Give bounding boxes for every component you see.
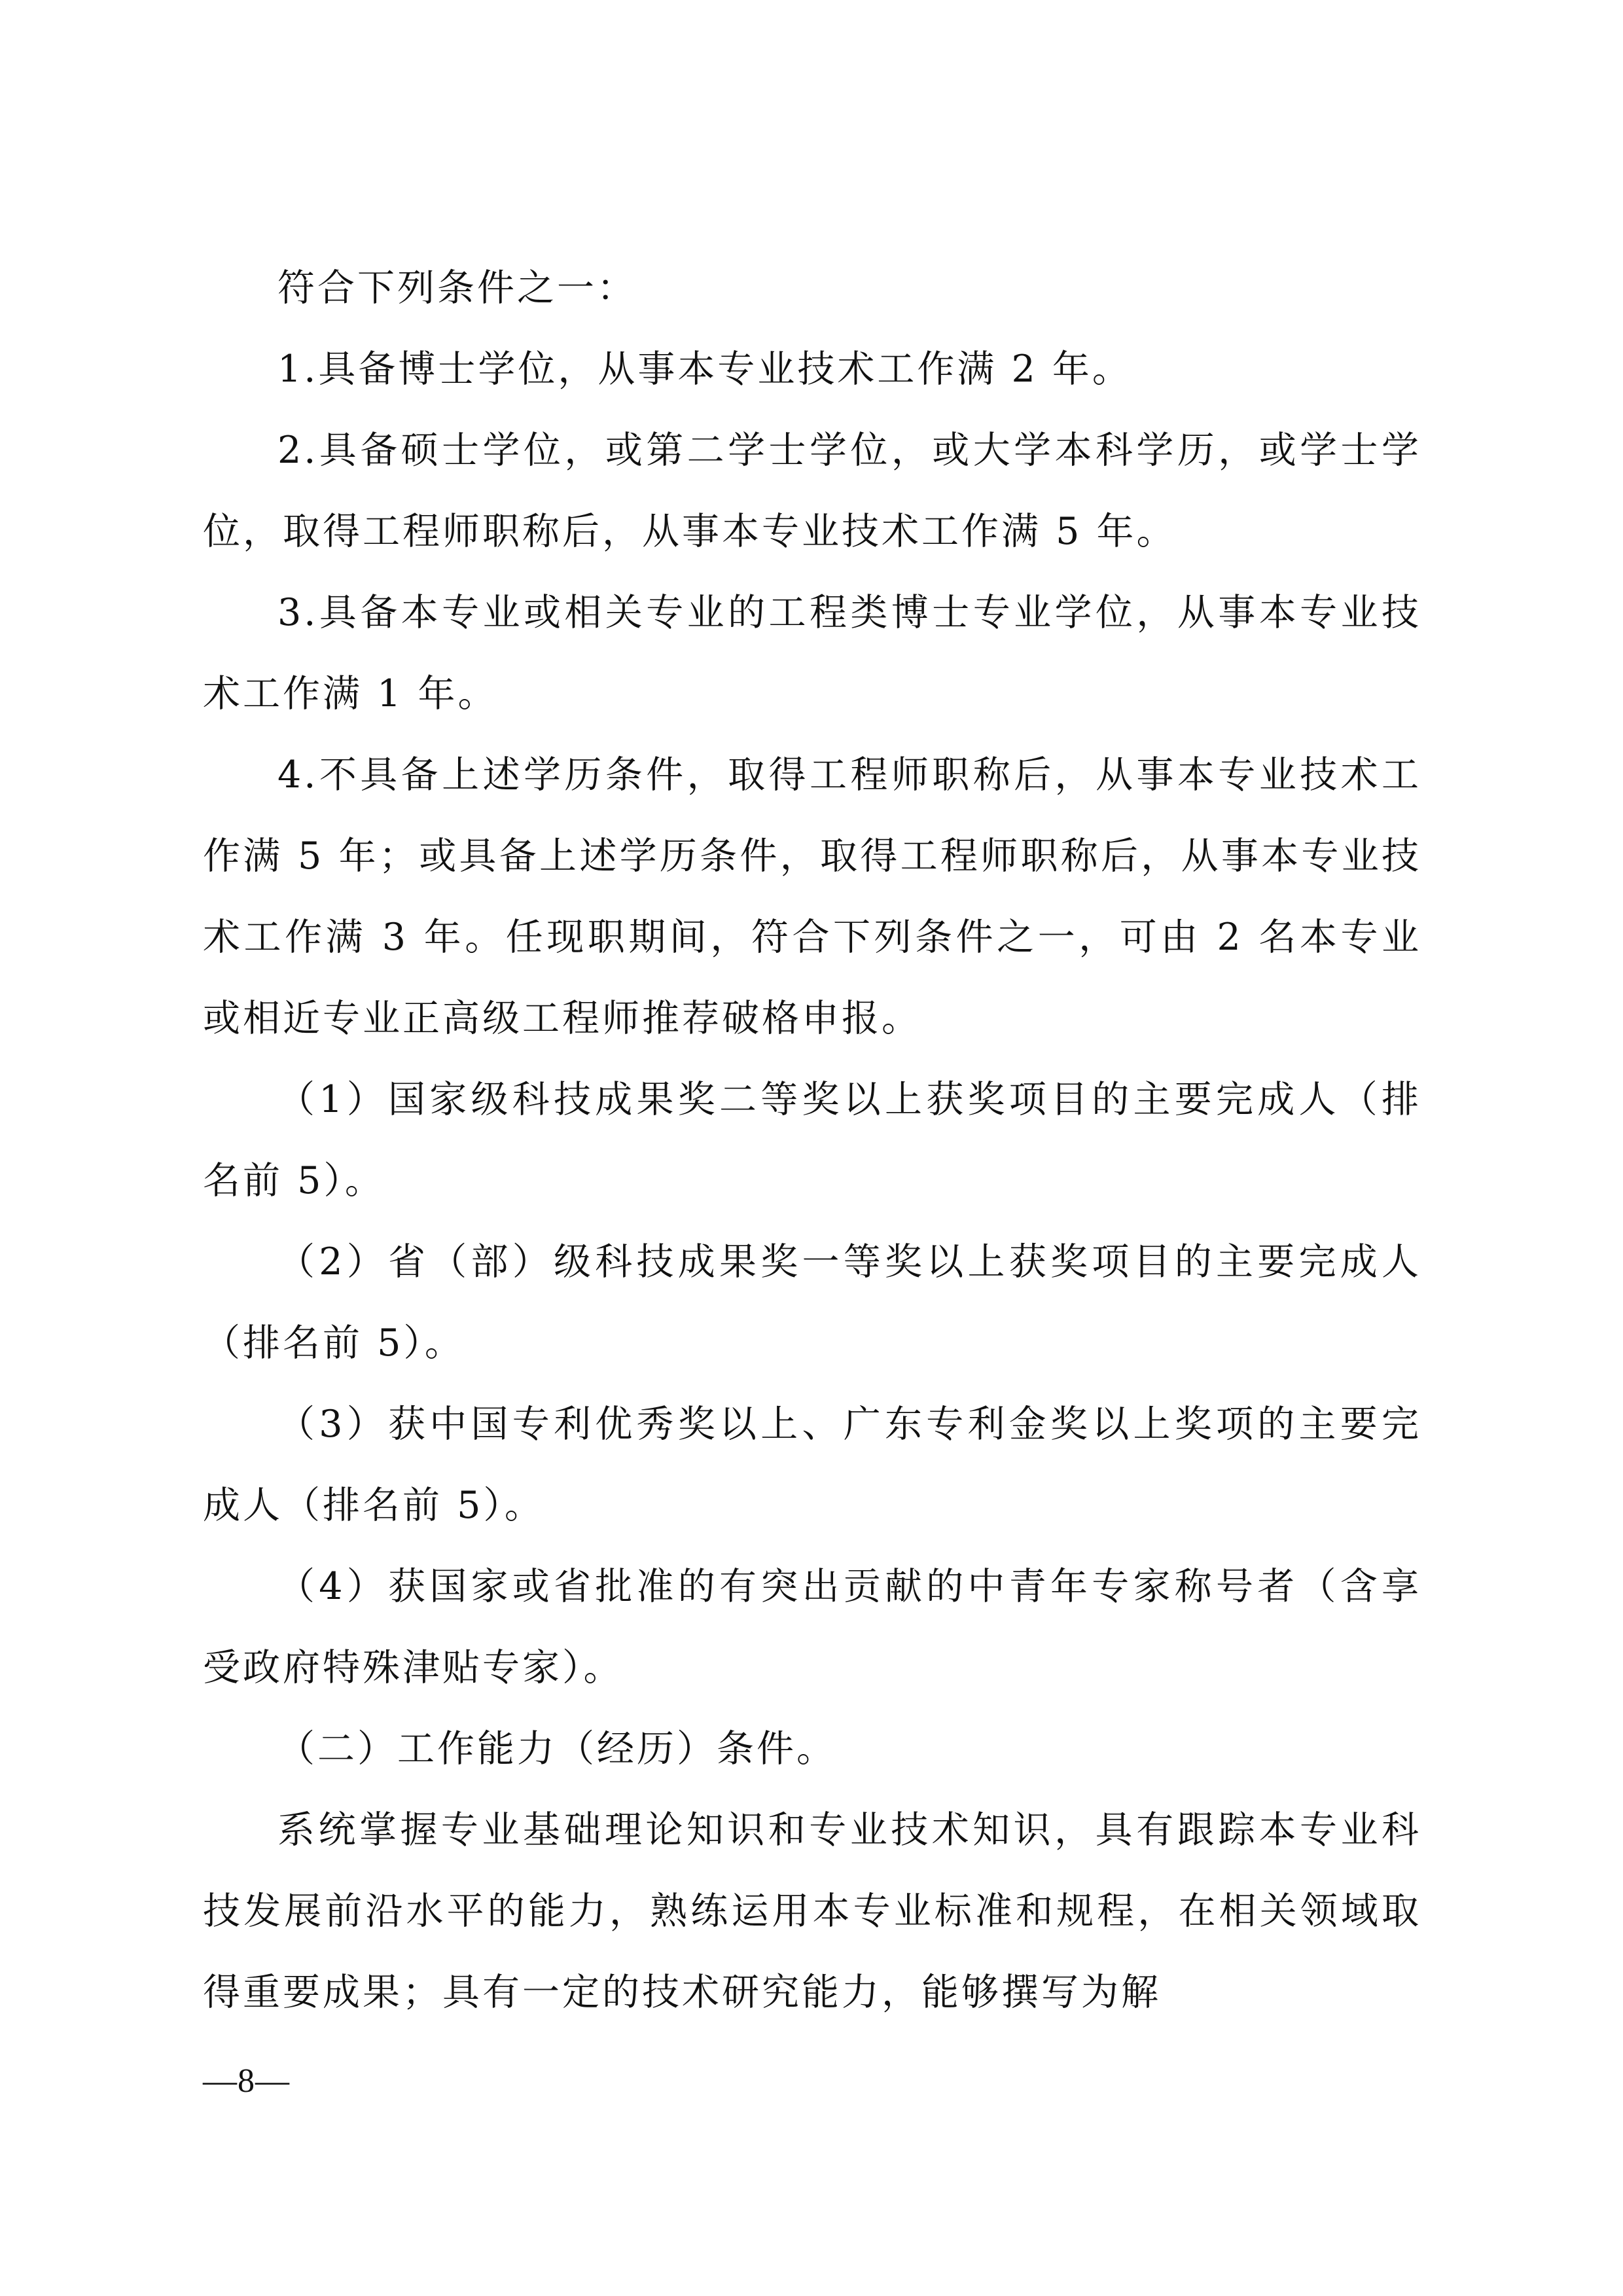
paragraph-condition-1: 1.具备博士学位，从事本专业技术工作满 2 年。 bbox=[277, 348, 1132, 391]
paragraph-condition-4: 4.不具备上述学历条件，取得工程师职称后，从事本专业技术工作满 5 年；或具备上述学历条件，取得工程师职称后，从事本专业技术工作满 3 年。任现职期间，符合下列条件之一，可由 2 名本专业或相近专业正高级工程师推荐破格申报。 bbox=[203, 753, 1421, 1040]
section-heading-work-ability: （二）工作能力（经历）条件。 bbox=[277, 1727, 836, 1770]
paragraph-conditions-intro: 符合下列条件之一： bbox=[277, 266, 637, 310]
paragraph-condition-2: 2.具备硕士学位，或第二学士学位，或大学本科学历，或学士学位，取得工程师职称后，从事本专业技术工作满 5 年。 bbox=[203, 429, 1421, 553]
paragraph-condition-3: 3.具备本专业或相关专业的工程类博士专业学位，从事本专业技术工作满 1 年。 bbox=[203, 591, 1421, 715]
paragraph-sub-condition-4: （4）获国家或省批准的有突出贡献的中青年专家称号者（含享受政府特殊津贴专家）。 bbox=[203, 1565, 1421, 1689]
paragraph-sub-condition-3: （3）获中国专利优秀奖以上、广东专利金奖以上奖项的主要完成人（排名前 5）。 bbox=[203, 1403, 1421, 1527]
page-number: —8— bbox=[203, 2062, 290, 2100]
paragraph-sub-condition-1: （1）国家级科技成果奖二等奖以上获奖项目的主要完成人（排名前 5）。 bbox=[203, 1078, 1421, 1202]
paragraph-sub-condition-2: （2）省（部）级科技成果奖一等奖以上获奖项目的主要完成人（排名前 5）。 bbox=[203, 1240, 1421, 1365]
document-body bbox=[203, 247, 1421, 2033]
paragraph-work-ability: 系统掌握专业基础理论知识和专业技术知识，具有跟踪本专业科技发展前沿水平的能力，熟练运用本专业标准和规程，在相关领域取得重要成果；具有一定的技术研究能力，能够撰写为解 bbox=[203, 1808, 1421, 2014]
